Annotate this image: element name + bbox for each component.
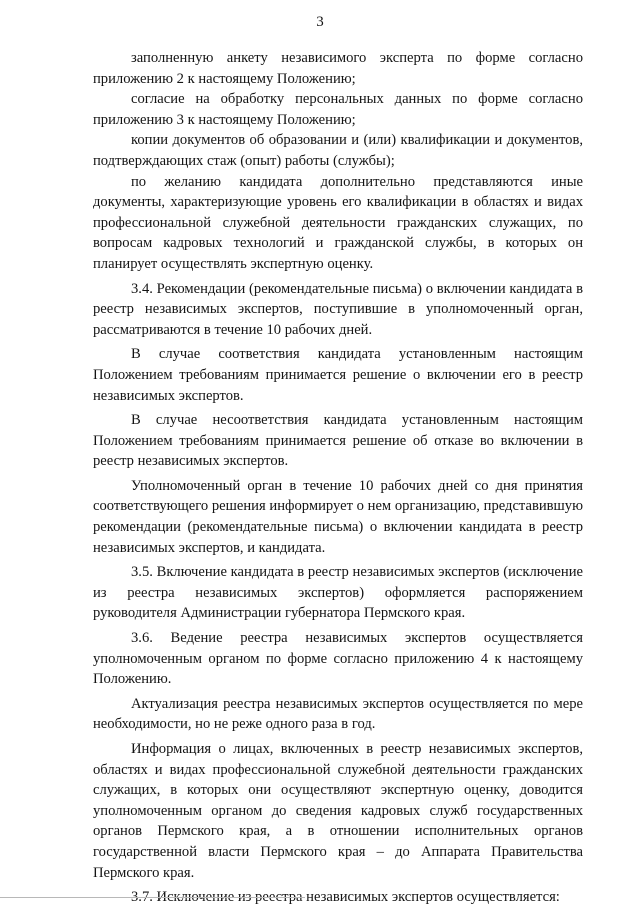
paragraph-3-4: 3.4. Рекомендации (рекомендательные письма) о включении кандидата в реестр независимых экспертов, поступившие в уполномоченный орган, рассматриваются в течение 10 рабочих дней. bbox=[93, 280, 583, 338]
paragraph-3-7: 3.7. Исключение из реестра независимых экспертов осуществляется: bbox=[131, 889, 560, 906]
document-body bbox=[93, 48, 583, 908]
page-number: 3 bbox=[316, 14, 324, 30]
paragraph-compliance: В случае соответствия кандидата установленным настоящим Положением требованиям принимается решение о включении его в реестр независимых экспертов. bbox=[93, 346, 583, 404]
footer-divider bbox=[0, 897, 305, 898]
paragraph-questionnaire: заполненную анкету независимого эксперта по форме согласно приложению 2 к настоящему Положению; bbox=[93, 50, 583, 87]
paragraph-education-copies: копии документов об образовании и (или) квалификации и документов, подтверждающих стаж (опыт) работы (службы); bbox=[93, 132, 583, 169]
paragraph-information: Информация о лицах, включенных в реестр независимых экспертов, областях и видах профессиональной служебной деятельности гражданских служащих, в которых они осуществляют экспертную оценку, доводится уполномоченным органом до сведения кадровых служб государственных органов Пермского края, а в отношении исполнительных органов государственной власти Пермского края – до Аппарата Правительства Пермского края. bbox=[93, 741, 583, 881]
paragraph-3-6: 3.6. Ведение реестра независимых экспертов осуществляется уполномоченным органом по форме согласно приложению 4 к настоящему Положению. bbox=[93, 630, 583, 688]
paragraph-additional-documents: по желанию кандидата дополнительно представляются иные документы, характеризующие уровень его квалификации в областях и видах профессиональной служебной деятельности гражданских служащих, по вопросам кадровых технологий и гражданской службы, в которых он планирует осуществлять экспертную оценку. bbox=[93, 173, 583, 272]
paragraph-3-5: 3.5. Включение кандидата в реестр независимых экспертов (исключение из реестра независимых экспертов) оформляется распоряжением руководителя Администрации губернатора Пермского края. bbox=[93, 564, 583, 622]
paragraph-actualization: Актуализация реестра независимых экспертов осуществляется по мере необходимости, но не реже одного раза в год. bbox=[93, 695, 583, 733]
paragraph-consent: согласие на обработку персональных данных по форме согласно приложению 3 к настоящему Положению; bbox=[93, 91, 583, 128]
paragraph-notification: Уполномоченный орган в течение 10 рабочих дней со дня принятия соответствующего решения информирует о нем организацию, представившую рекомендации (рекомендательные письма) о включении кандидата в реестр независимых экспертов, и кандидата. bbox=[93, 477, 583, 556]
paragraph-non-compliance: В случае несоответствия кандидата установленным настоящим Положением требованиям принимается решение об отказе во включении в реестр независимых экспертов. bbox=[93, 412, 583, 470]
